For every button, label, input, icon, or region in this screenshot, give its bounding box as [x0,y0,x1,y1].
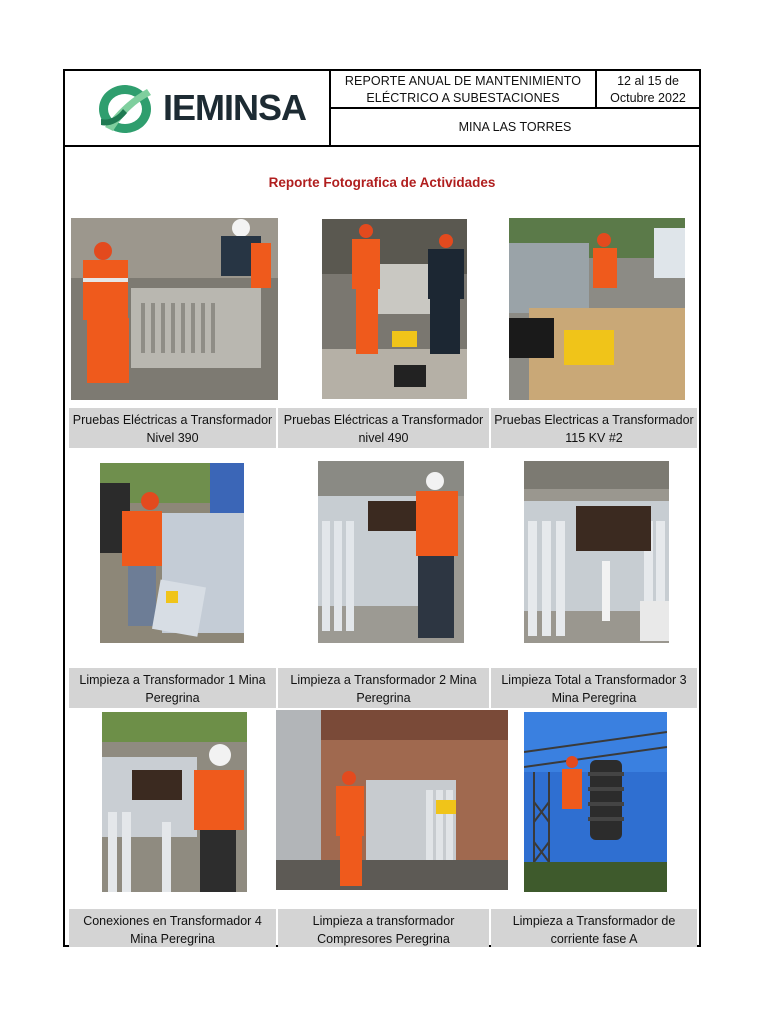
caption-4-line1: Limpieza a Transformador 1 Mina [79,673,266,687]
report-title-line2: ELÉCTRICO A SUBESTACIONES [366,91,560,105]
photo-cleaning-transformer-1 [100,463,244,643]
caption-8 [278,909,489,947]
caption-2-line1: Pruebas Eléctricas a Transformador [283,413,484,427]
caption-6-line2: Mina Peregrina [551,691,637,705]
photo-cleaning-transformer-compresores [276,710,508,890]
photo-cleaning-transformer-2 [318,461,464,643]
caption-1-line2: Nivel 390 [146,431,199,445]
photo-transformer-test-490 [322,219,467,399]
caption-3-line2: 115 KV #2 [565,431,623,445]
caption-2-line2: nivel 490 [358,431,409,445]
report-date [597,71,699,109]
site-name: MINA LAS TORRES [331,109,699,147]
caption-4-line2: Peregrina [145,691,200,705]
caption-9-line1: Limpieza a Transformador de [512,914,676,928]
caption-5-line2: Peregrina [356,691,411,705]
photo-transformer-test-390 [71,218,278,400]
photo-connections-transformer-4 [102,712,247,892]
photo-cleaning-transformer-3 [524,461,669,643]
caption-7-line1: Conexiones en Transformador 4 [83,914,262,928]
caption-3 [491,408,697,448]
caption-9-line2: corriente fase A [550,932,638,946]
caption-2 [278,408,489,448]
caption-3-line1: Pruebas Electricas a Transformador [494,413,694,427]
caption-9 [491,909,697,947]
caption-1 [69,408,276,448]
section-title: Reporte Fotografica de Actividades [268,175,496,190]
logo-text: IEMINSA [163,87,307,128]
photo-cleaning-current-transformer [524,712,667,892]
caption-8-line1: Limpieza a transformador [312,914,455,928]
report-title-line1: REPORTE ANUAL DE MANTENIMIENTO [344,74,582,88]
ieminsa-logo-icon [95,81,155,137]
report-frame [63,69,701,947]
caption-7 [69,909,276,947]
logo-cell [65,71,331,147]
caption-6-line1: Limpieza Total a Transformador 3 [501,673,687,687]
report-date-line1: 12 al 15 de [617,74,679,88]
caption-8-line2: Compresores Peregrina [317,932,450,946]
caption-5-line1: Limpieza a Transformador 2 Mina [290,673,477,687]
caption-7-line2: Mina Peregrina [130,932,215,946]
caption-5 [278,668,489,708]
report-date-line2: Octubre 2022 [610,91,686,105]
report-title [331,71,597,109]
caption-6 [491,668,697,708]
photo-transformer-test-115kv [509,218,685,400]
caption-4 [69,668,276,708]
caption-1-line1: Pruebas Eléctricas a Transformador [72,413,273,427]
